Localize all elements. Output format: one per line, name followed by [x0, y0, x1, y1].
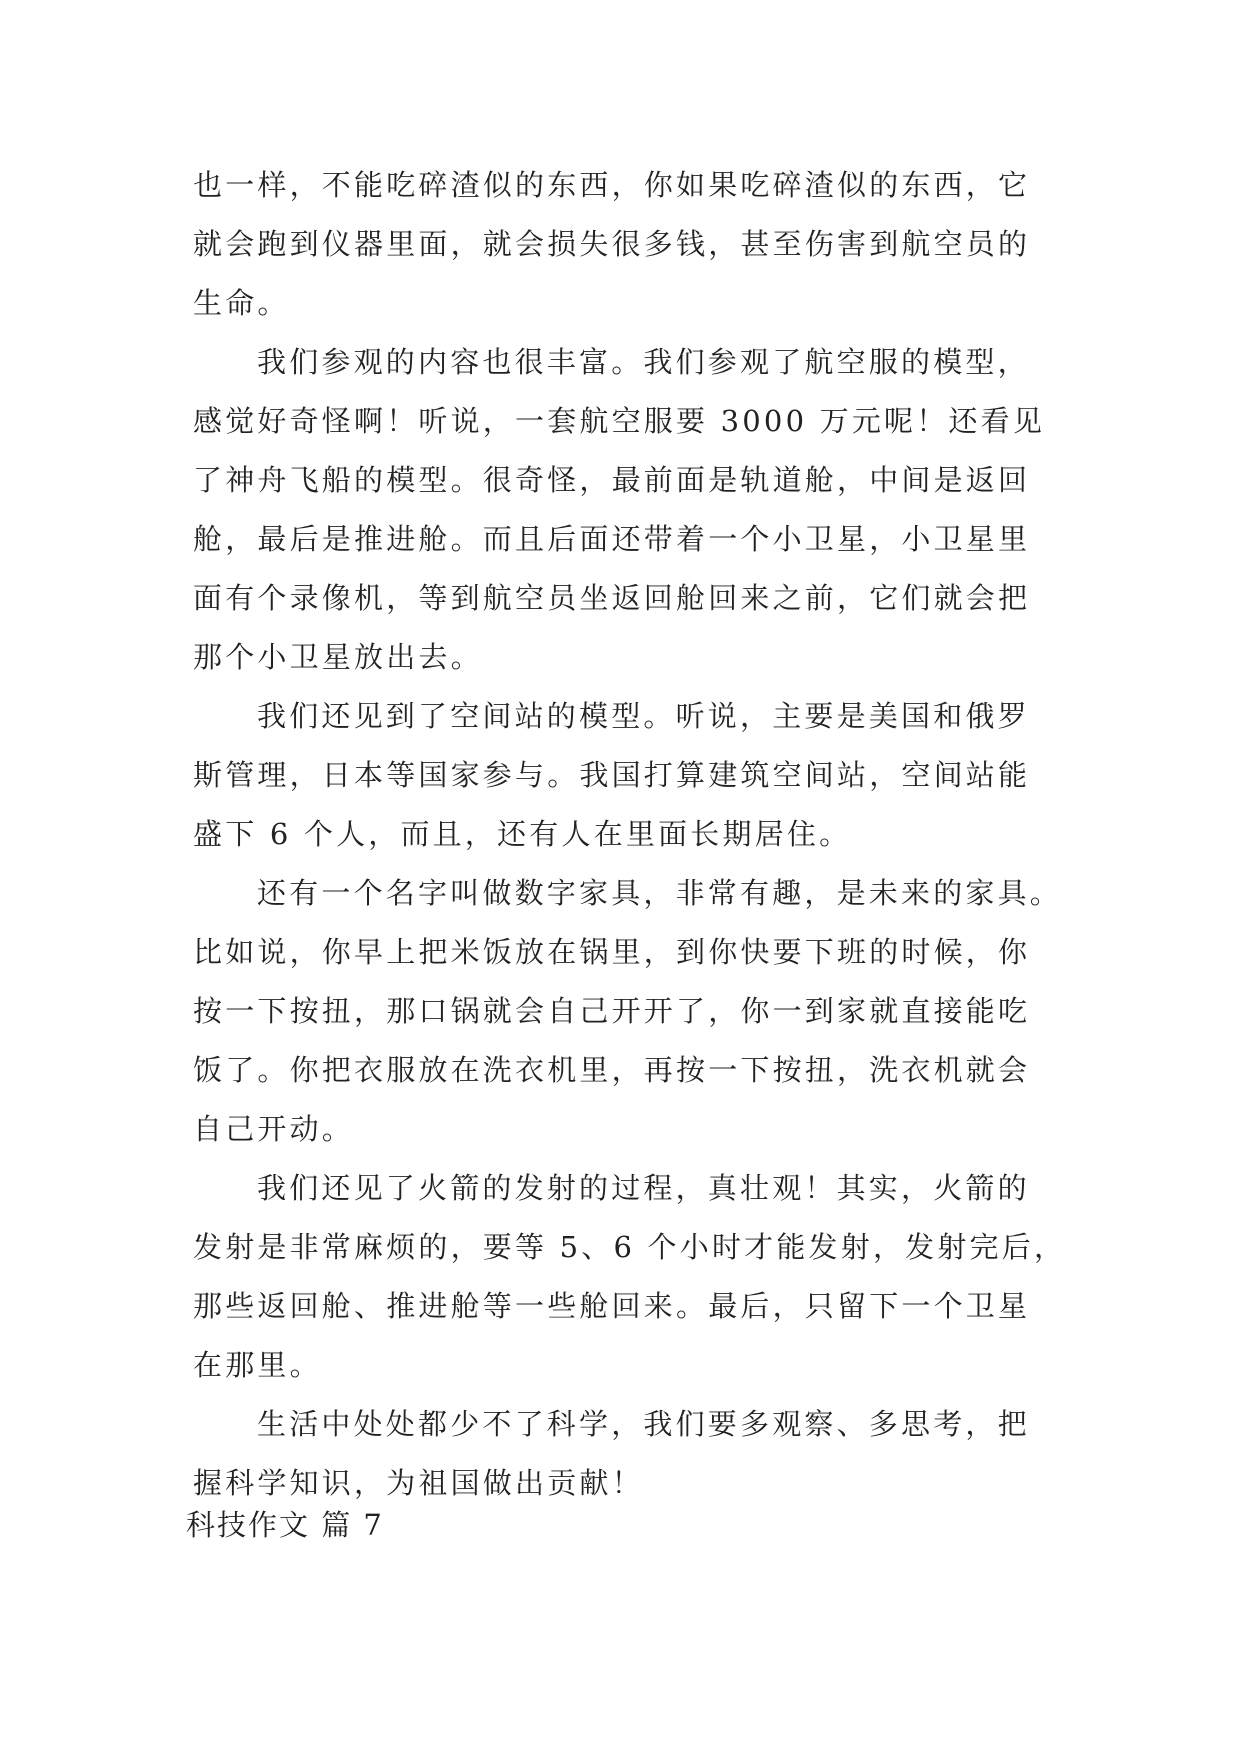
- text-line: 盛下 6 个人，而且，还有人在里面长期居住。: [193, 817, 852, 851]
- text-line: 舱，最后是推进舱。而且后面还带着一个小卫星，小卫星里: [193, 522, 1031, 556]
- document-body: [193, 156, 1067, 1513]
- text-line: 饭了。你把衣服放在洗衣机里，再按一下按扭，洗衣机就会: [193, 1053, 1031, 1087]
- paragraph-first-line: 还有一个名字叫做数字家具，非常有趣，是未来的家具。: [257, 876, 1063, 910]
- text-line: 自己开动。: [193, 1112, 355, 1146]
- text-line: 握科学知识，为祖国做出贡献！: [193, 1466, 644, 1500]
- paragraph-first-line: 我们还见到了空间站的模型。听说，主要是美国和俄罗: [257, 699, 1030, 733]
- text-line: 感觉好奇怪啊！听说，一套航空服要 3000 万元呢！还看见: [193, 404, 1046, 438]
- text-line: 那些返回舱、推进舱等一些舱回来。最后，只留下一个卫星: [193, 1289, 1031, 1323]
- paragraph-first-line: 我们还见了火箭的发射的过程，真壮观！其实，火箭的: [257, 1171, 1030, 1205]
- text-line: 也一样，不能吃碎渣似的东西，你如果吃碎渣似的东西，它: [193, 168, 1031, 202]
- text-line: 斯管理，日本等国家参与。我国打算建筑空间站，空间站能: [193, 758, 1031, 792]
- text-line: 生命。: [193, 286, 290, 320]
- section-heading: 科技作文 篇 7: [186, 1508, 384, 1542]
- text-line: 按一下按扭，那口锅就会自己开开了，你一到家就直接能吃: [193, 994, 1031, 1028]
- text-line: 发射是非常麻烦的，要等 5、6 个小时才能发射，发射完后，: [193, 1230, 1067, 1264]
- text-line: 就会跑到仪器里面，就会损失很多钱，甚至伤害到航空员的: [193, 227, 1031, 261]
- paragraph-first-line: 生活中处处都少不了科学，我们要多观察、多思考，把: [257, 1407, 1030, 1441]
- paragraph-first-line: 我们参观的内容也很丰富。我们参观了航空服的模型，: [257, 345, 1030, 379]
- text-line: 了神舟飞船的模型。很奇怪，最前面是轨道舱，中间是返回: [193, 463, 1031, 497]
- text-line: 在那里。: [193, 1348, 322, 1382]
- text-line: 那个小卫星放出去。: [193, 640, 483, 674]
- text-line: 比如说，你早上把米饭放在锅里，到你快要下班的时候，你: [193, 935, 1031, 969]
- text-line: 面有个录像机，等到航空员坐返回舱回来之前，它们就会把: [193, 581, 1031, 615]
